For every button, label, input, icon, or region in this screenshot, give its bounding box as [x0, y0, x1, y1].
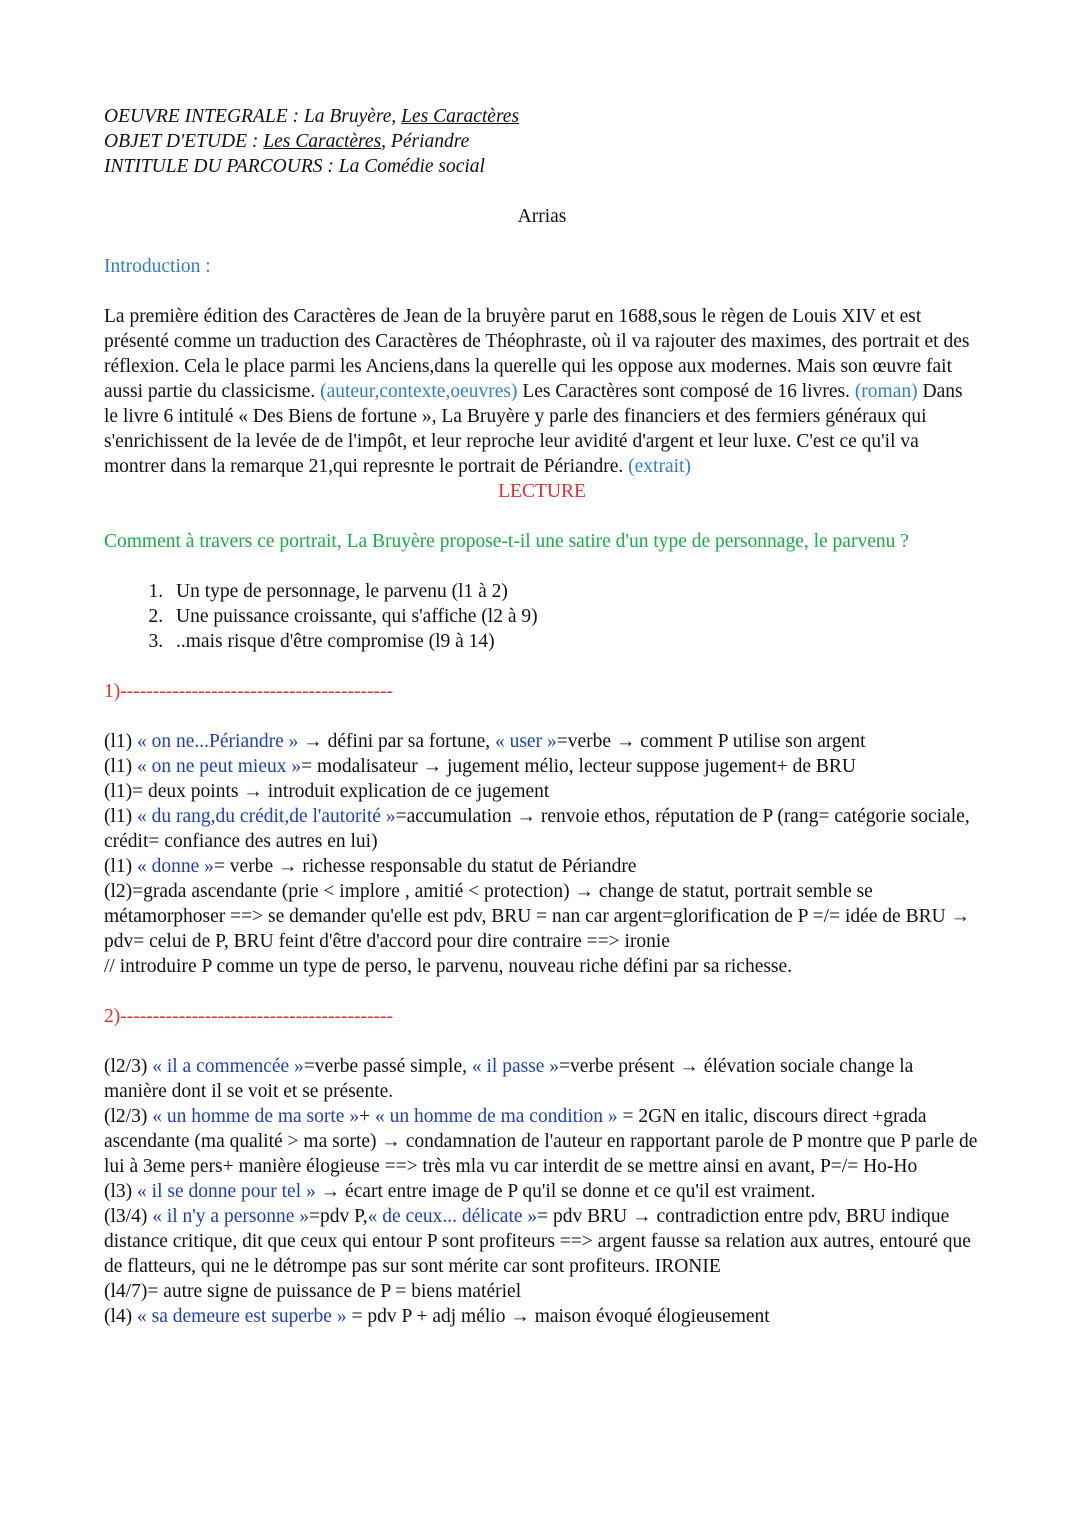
note-ref: (l3): [104, 1181, 138, 1202]
note-text: = pdv P + adj mélio → maison évoqué élogieusement: [346, 1306, 770, 1327]
note-ref: (l3/4): [104, 1206, 153, 1227]
note-text: (l2)=grada ascendante (prie < implore , amitié < protection) → change de statut, portrait semble se métamorphoser ==> se demander qu'elle est pdv, BRU = nan car argent=glorification de P =/= idée de BRU → pdv= celui de P, BRU feint d'être d'accord pour dire contraire ==> ironie: [104, 881, 971, 952]
note-quote: « il passe »: [471, 1056, 560, 1077]
note-line: [104, 1304, 980, 1329]
section1-notes: [104, 729, 980, 979]
header-objet: [104, 129, 980, 154]
note-text: (l1)= deux points → introduit explication de ce jugement: [104, 781, 550, 802]
note-text: = pdv BRU → contradiction entre pdv, BRU indique distance critique, dit que ceux qui entour P sont profiteurs ==> argent fausse sa relation aux autres, entouré que de flatteurs, qui ne le détrompe pas sur sont mérite car sont profiteurs. IRONIE: [104, 1206, 971, 1277]
note-quote: « il n'y a personne »: [152, 1206, 309, 1227]
header-objet-rest: , Périandre: [381, 131, 470, 152]
lecture-heading: LECTURE: [498, 481, 586, 502]
note-line: [104, 1279, 980, 1304]
note-ref: (l2/3): [104, 1056, 153, 1077]
note-ref: (l1): [104, 856, 138, 877]
problematique: Comment à travers ce portrait, La Bruyère propose-t-il une satire d'un type de personnage, le parvenu ?: [104, 531, 909, 552]
section2-heading: 2)------------------------------------------: [104, 1006, 393, 1027]
header-oeuvre-work: Les Caractères: [401, 106, 520, 127]
section1-heading: 1)------------------------------------------: [104, 681, 393, 702]
note-text: =verbe → comment P utilise son argent: [556, 731, 866, 752]
note-line: [104, 1104, 980, 1179]
note-ref: (l1): [104, 756, 138, 777]
note-text: =pdv P,: [308, 1206, 368, 1227]
note-text: // introduire P comme un type de perso, le parvenu, nouveau riche défini par sa richesse.: [104, 956, 793, 977]
note-ref: (l2/3): [104, 1106, 153, 1127]
intro-text-3: Dans le livre 6 intitulé « Des Biens de fortune », La Bruyère y parle des financiers et des fermiers généraux qui s'enrichissent de la levée de de l'impôt, et leur reproche leur avidité d'argent et leur luxe. C'est ce qu'il va montrer dans la remarque 21,qui represnte le portrait de Périandre.: [104, 381, 963, 477]
note-quote: « il se donne pour tel »: [137, 1181, 316, 1202]
intro-paragraph: [104, 304, 980, 479]
note-line: [104, 779, 980, 804]
intro-text-2: Les Caractères sont composé de 16 livres.: [517, 381, 855, 402]
intro-text-1: La première édition des Caractères de Jean de la bruyère parut en 1688,sous le règen de Louis XIV et est présenté comme un traduction des Caractères de Théophraste, où il va rajouter des maximes, des portrait et des réflexion. Cela le place parmi les Anciens,dans la querelle qui les oppose aux modernes. Mais son œuvre fait aussi partie du classicisme.: [104, 306, 970, 402]
header-objet-label: OBJET D'ETUDE :: [104, 131, 264, 152]
note-line: [104, 879, 980, 954]
note-quote: « un homme de ma condition »: [374, 1106, 618, 1127]
note-line: [104, 754, 980, 779]
note-text: (l4/7)= autre signe de puissance de P = biens matériel: [104, 1281, 522, 1302]
note-line: [104, 954, 980, 979]
header-parcours: INTITULE DU PARCOURS : La Comédie social: [104, 156, 485, 177]
note-line: [104, 1204, 980, 1279]
note-text: = verbe → richesse responsable du statut de Périandre: [213, 856, 637, 877]
note-line: [104, 729, 980, 754]
note-quote: « donne »: [137, 856, 214, 877]
plan-item: 1. Un type de personnage, le parvenu (l1 à 2): [168, 579, 980, 604]
intro-tag-extrait: (extrait): [628, 456, 691, 477]
intro-tag-auteur: (auteur,contexte,oeuvres): [320, 381, 518, 402]
note-text: = 2GN en italic, discours direct +grada ascendante (ma qualité > ma sorte) → condamnation de l'auteur en rapportant parole de P montre que P parle de lui à 3eme pers+ manière élogieuse ==> très mla vu car interdit de se mettre ainsi en avant, P=/= Ho-Ho: [104, 1106, 978, 1177]
note-text: +: [359, 1106, 375, 1127]
note-text: → défini par sa fortune,: [298, 731, 495, 752]
plan-list: [104, 579, 980, 654]
note-quote: « il a commencée »: [152, 1056, 304, 1077]
plan-item: 2. Une puissance croissante, qui s'affiche (l2 à 9): [168, 604, 980, 629]
header-oeuvre: [104, 104, 980, 129]
note-line: [104, 854, 980, 879]
plan-item: 3. ..mais risque d'être compromise (l9 à 14): [168, 629, 980, 654]
note-text: → écart entre image de P qu'il se donne et ce qu'il est vraiment.: [315, 1181, 816, 1202]
note-text: = modalisateur → jugement mélio, lecteur suppose jugement+ de BRU: [301, 756, 856, 777]
note-quote: « on ne...Périandre »: [137, 731, 299, 752]
intro-tag-roman: (roman): [854, 381, 918, 402]
note-ref: (l1): [104, 731, 138, 752]
header-objet-work: Les Caractères: [263, 131, 382, 152]
intro-heading: Introduction :: [104, 256, 211, 277]
note-ref: (l4): [104, 1306, 138, 1327]
note-quote: « du rang,du crédit,de l'autorité »: [137, 806, 396, 827]
section2-notes: [104, 1054, 980, 1329]
document-header: [104, 104, 980, 179]
note-text: =accumulation → renvoie ethos, réputation de P (rang= catégorie sociale, crédit= confiance des autres en lui): [104, 806, 970, 852]
note-line: [104, 804, 980, 854]
note-quote: « user »: [494, 731, 557, 752]
note-text: =verbe passé simple,: [303, 1056, 472, 1077]
header-oeuvre-label: OEUVRE INTEGRALE : La Bruyère,: [104, 106, 402, 127]
note-quote: « un homme de ma sorte »: [152, 1106, 360, 1127]
note-text: =verbe présent → élévation sociale change la manière dont il se voit et se présente.: [104, 1056, 914, 1102]
note-line: [104, 1179, 980, 1204]
note-line: [104, 1054, 980, 1104]
note-quote: « on ne peut mieux »: [137, 756, 302, 777]
note-ref: (l1): [104, 806, 138, 827]
document-title: Arrias: [517, 206, 567, 227]
note-quote: « de ceux... délicate »: [367, 1206, 538, 1227]
note-quote: « sa demeure est superbe »: [137, 1306, 347, 1327]
